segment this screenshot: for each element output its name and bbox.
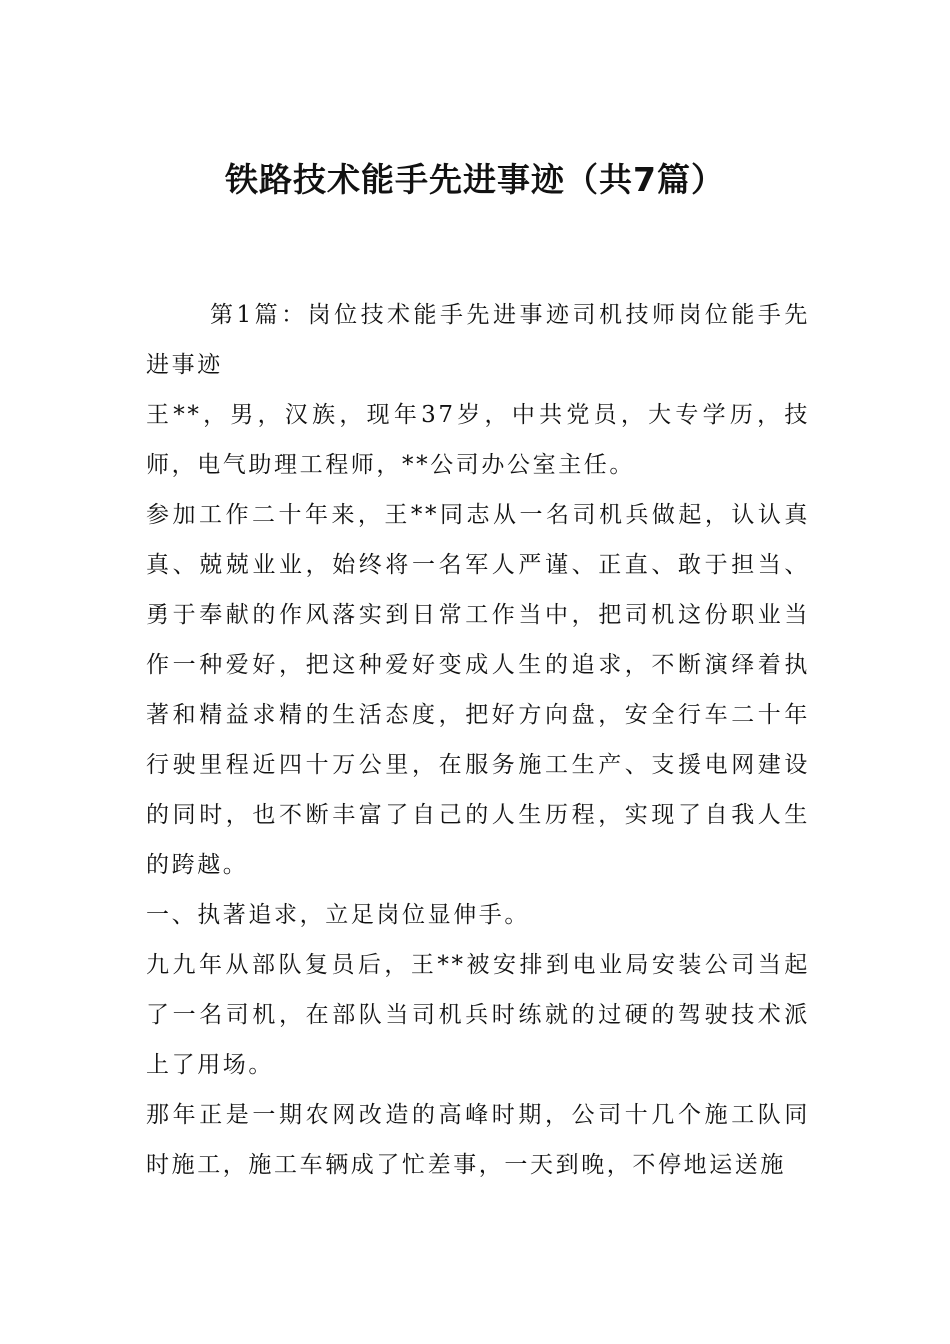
paragraph-profile: 王**，男，汉族，现年37岁，中共党员，大专学历，技师，电气助理工程师，**公司办公室主任。 — [146, 402, 810, 478]
document-body — [146, 290, 810, 1190]
paragraph-section-heading: 一、执著追求，立足岗位显伸手。 — [146, 902, 530, 928]
paragraph-body: 九九年从部队复员后，王**被安排到电业局安装公司当起了一名司机，在部队当司机兵时练就的过硬的驾驶技术派上了用场。 — [146, 952, 810, 1078]
paragraph-career-summary: 参加工作二十年来，王**同志从一名司机兵做起，认认真真、兢兢业业，始终将一名军人严谨、正直、敢于担当、勇于奉献的作风落实到日常工作当中，把司机这份职业当作一种爱好，把这种爱好变成人生的追求，不断演绎着执著和精益求精的生活态度，把好方向盘，安全行车二十年行驶里程近四十万公里，在服务施工生产、支援电网建设的同时，也不断丰富了自己的人生历程，实现了自我人生的跨越。 — [146, 502, 810, 878]
paragraph-body: 那年正是一期农网改造的高峰时期，公司十几个施工队同时施工，施工车辆成了忙差事，一天到晚，不停地运送施 — [146, 1102, 810, 1178]
paragraph-chapter-heading: 第1篇：岗位技术能手先进事迹司机技师岗位能手先进事迹 — [146, 302, 810, 378]
document-title: 铁路技术能手先进事迹（共7篇） — [225, 160, 725, 199]
